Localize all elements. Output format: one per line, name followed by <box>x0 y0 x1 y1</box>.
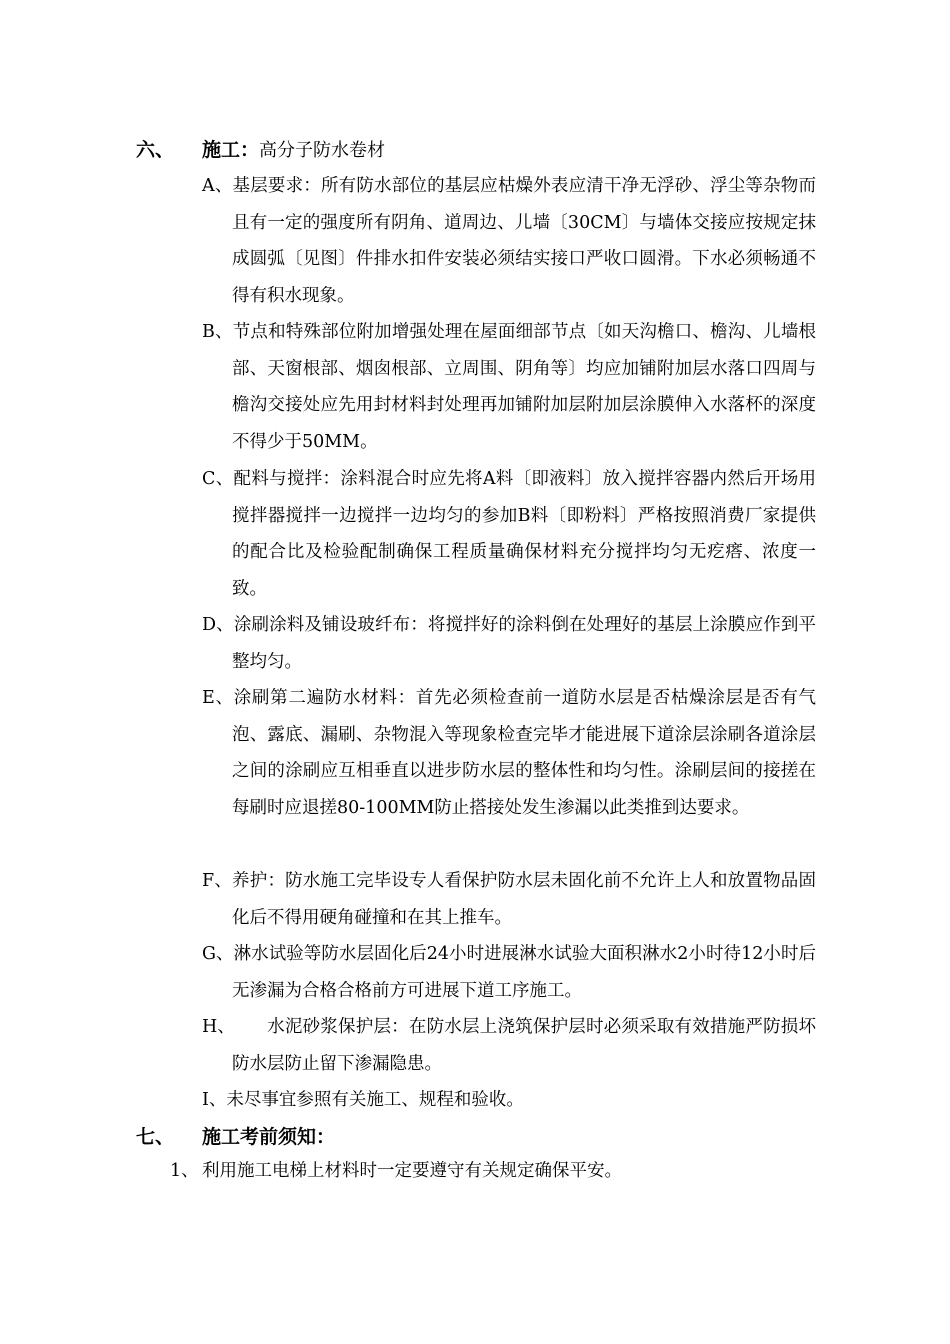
section-subtitle: 高分子防水卷材 <box>259 140 386 161</box>
list-item-g <box>202 936 816 1009</box>
list-item-e <box>202 680 816 826</box>
item-label: F、 <box>202 871 233 891</box>
item-text: 基层要求：所有防水部位的基层应枯燥外表应清干净无浮砂、浮尘等杂物而且有一定的强度所有阴角、道周边、儿墙〔30CM〕与墙体交接应按规定抹成圆弧〔见图〕件排水扣件安装必须结实接口严收口圆滑。下水必须畅通不得有积水现象。 <box>232 176 816 306</box>
item-label: A、 <box>202 176 233 196</box>
section-number: 七、 <box>136 1126 175 1148</box>
note-label: 1、 <box>170 1161 199 1181</box>
list-item-d <box>202 607 816 680</box>
section-6-heading <box>136 133 385 168</box>
section-title: 施工： <box>202 139 260 161</box>
list-item-i <box>202 1082 816 1119</box>
list-item-c <box>202 461 816 607</box>
item-label: E、 <box>202 688 234 708</box>
list-item-f <box>202 863 816 936</box>
item-label: H、 <box>202 1017 235 1037</box>
item-label: D、 <box>202 615 234 635</box>
item-text: 养护：防水施工完毕设专人看保护防水层未固化前不允许上人和放置物品固化后不得用硬角碰撞和在其上推车。 <box>232 871 816 928</box>
section-title: 施工考前须知： <box>202 1126 336 1148</box>
list-item-b <box>202 314 816 460</box>
item-label: G、 <box>202 944 234 964</box>
section-number: 六、 <box>136 139 175 161</box>
section-7-heading <box>136 1120 335 1154</box>
item-label: C、 <box>202 469 234 489</box>
item-label: B、 <box>202 322 233 342</box>
item-text: 节点和特殊部位附加增强处理在屋面细部节点〔如天沟檐口、檐沟、儿墙根部、天窗根部、烟囱根部、立周围、阴角等〕均应加铺附加层水落口四周与檐沟交接处应先用封材料封处理再加铺附加层附加层涂膜伸入水落杯的深度不得少于50MM。 <box>232 322 816 452</box>
list-item-h <box>202 1009 816 1082</box>
list-item-a <box>202 168 816 314</box>
item-text: 未尽事宜参照有关施工、规程和验收。 <box>226 1090 524 1110</box>
item-text: 涂刷第二遍防水材料：首先必须检查前一道防水层是否枯燥涂层是否有气泡、露底、漏刷、杂物混入等现象检查完毕才能进展下道涂层涂刷各道涂层之间的涂刷应互相垂直以进步防水层的整体性和均匀性。涂刷层间的接搓在每刷时应退搓80-100MM防止搭接处发生渗漏以此类推到达要求。 <box>232 688 816 818</box>
note-text: 利用施工电梯上材料时一定要遵守有关规定确保平安。 <box>202 1161 622 1181</box>
item-text: 配料与搅拌：涂料混合时应先将A料〔即液料〕放入搅拌容器内然后开场用搅拌器搅拌一边搅拌一边均匀的参加B料〔即粉料〕严格按照消费厂家提供的配合比及检验配制确保工程质量确保材料充分搅拌均匀无疙瘩、浓度一致。 <box>232 469 817 599</box>
item-text: 水泥砂浆保护层：在防水层上浇筑保护层时必须采取有效措施严防损坏防水层防止留下渗漏隐患。 <box>232 1017 816 1074</box>
item-text: 涂刷涂料及铺设玻纤布：将搅拌好的涂料倒在处理好的基层上涂膜应作到平整均匀。 <box>232 615 817 672</box>
item-label: I、 <box>202 1090 227 1110</box>
item-text: 淋水试验等防水层固化后24小时进展淋水试验大面积淋水2小时待12小时后无渗漏为合格合格前方可进展下道工序施工。 <box>232 944 816 1001</box>
note-item-1 <box>170 1154 622 1188</box>
